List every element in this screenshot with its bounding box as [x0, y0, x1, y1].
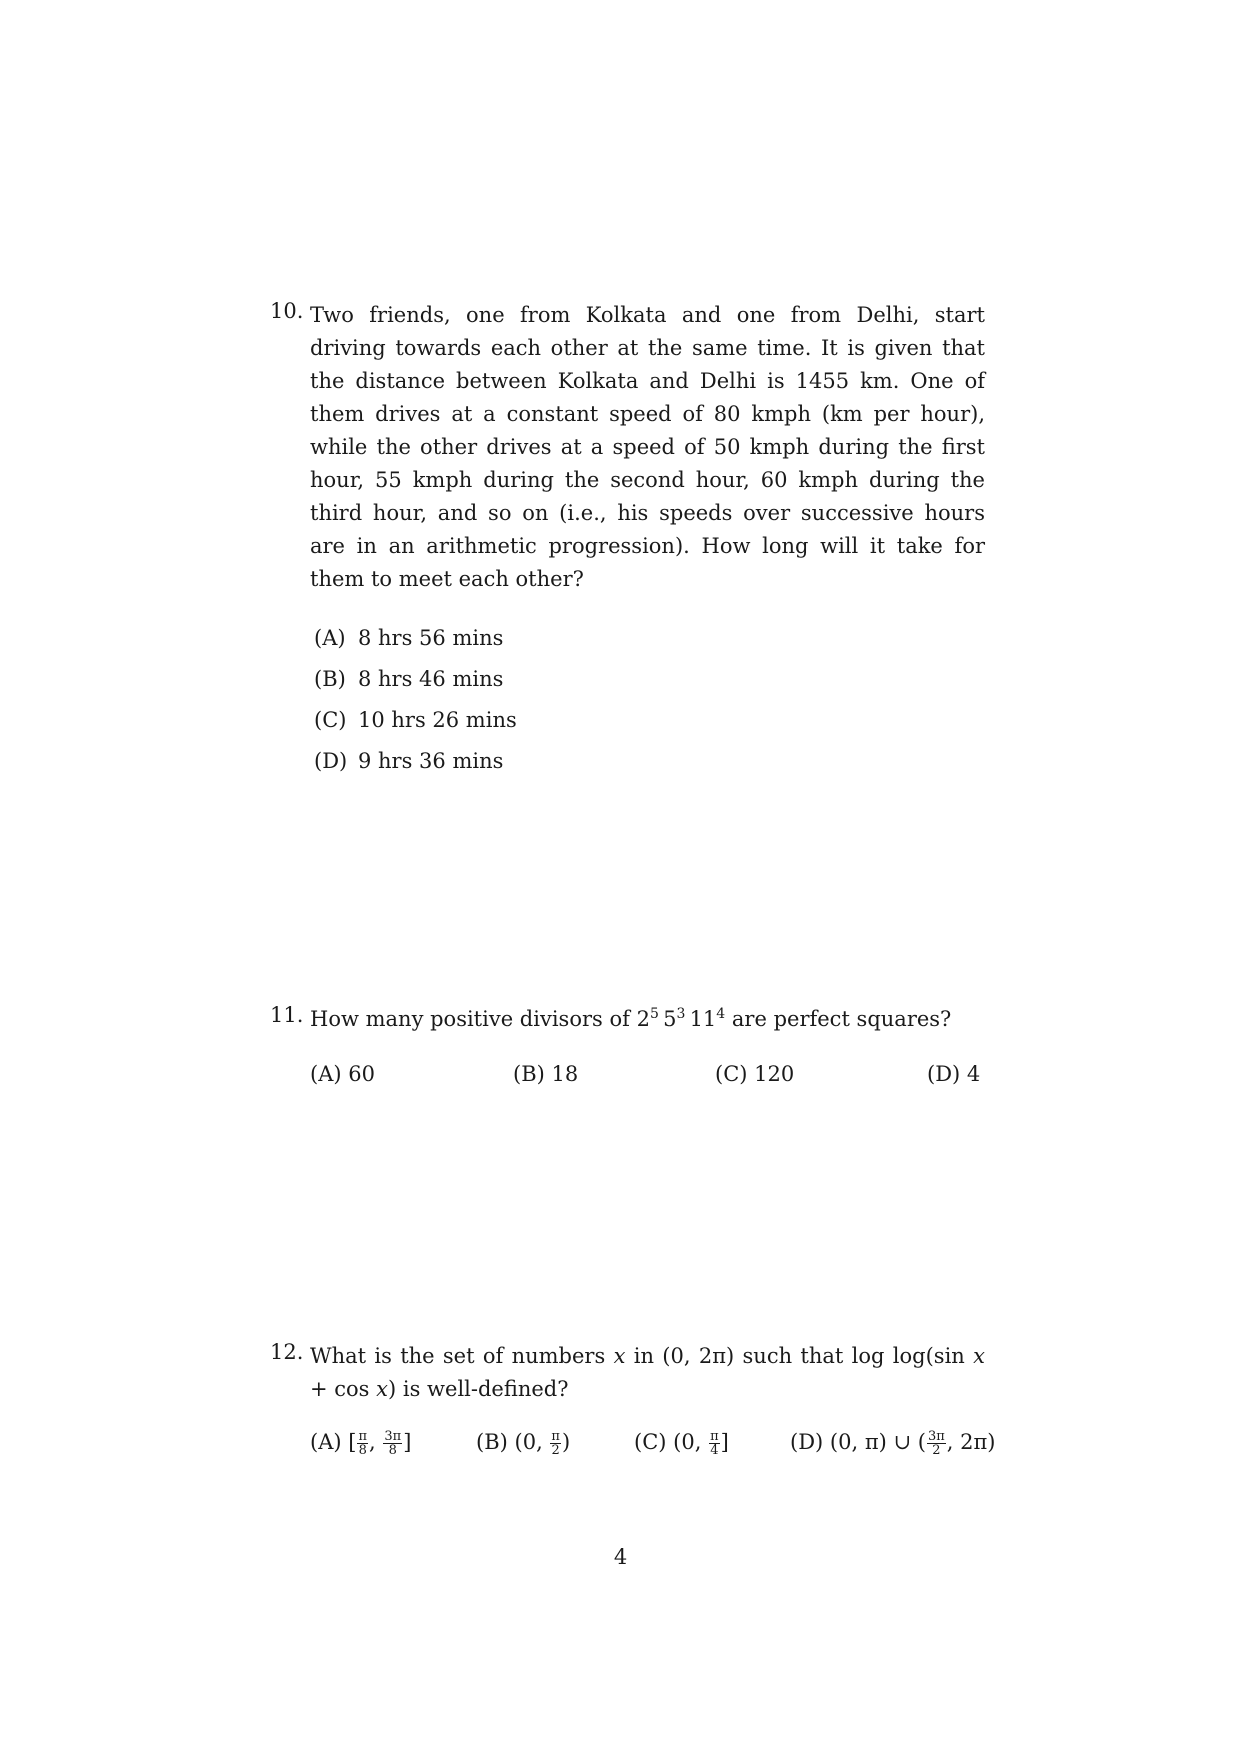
question-11	[270, 1003, 985, 1102]
option-label: (C)	[314, 708, 347, 732]
question-text	[310, 1003, 985, 1036]
option-d: (D) 4	[927, 1062, 981, 1086]
option-label: (D)	[314, 749, 348, 773]
question-number: 11.	[270, 1003, 304, 1027]
option-b: (B) (0, $\frac{\pi}{2}$ )	[476, 1429, 571, 1458]
question-text: What is the set of numbers x in (0, 2π) such that log log(sin x + cos x) is well-defined?	[310, 1344, 985, 1401]
page-number: 4	[613, 1545, 628, 1569]
math-expression: $2^5$ $5^3$ $11^4$	[636, 1006, 726, 1031]
options-list	[310, 1429, 996, 1478]
option-b: (B) 18	[513, 1062, 579, 1086]
question-number: 10.	[270, 299, 304, 323]
option-label: (B)	[314, 667, 346, 691]
question-number: 12.	[270, 1340, 304, 1364]
option-a: (A) [ $\frac{\pi}{8}$ , $\frac{3\pi}{8}$ ]	[310, 1429, 412, 1458]
option-c: (C) (0, $\frac{\pi}{4}$ ]	[634, 1429, 729, 1458]
option-label: (A)	[314, 626, 346, 650]
option-c	[314, 700, 985, 741]
option-b	[314, 659, 985, 700]
question-12	[270, 1340, 996, 1478]
option-a: (A) 60	[310, 1062, 375, 1086]
options-list	[310, 1062, 985, 1102]
option-d	[314, 741, 985, 782]
option-text: 10 hrs 26 mins	[358, 708, 517, 732]
option-a	[314, 618, 985, 659]
options-list	[314, 618, 985, 782]
question-text: Two friends, one from Kolkata and one from Delhi, start driving towards each other at the same time. It is given that the distance between Kolkata and Delhi is 1455 km. One of them drives at a constant speed of 80 kmph (km per hour), while the other drives at a speed of 50 kmph during the first hour, 55 kmph during the second hour, 60 kmph during the third hour, and so on (i.e., his speeds over successive hours are in an arithmetic progression). How long will it take for them to meet each other?	[310, 303, 985, 591]
option-d: (D) (0, π) ∪ ( $\frac{3\pi}{2}$ , 2π)	[790, 1429, 996, 1458]
question-text-start: How many positive divisors of	[310, 1007, 630, 1031]
question-10	[270, 299, 985, 782]
question-text-end: are perfect squares?	[731, 1007, 952, 1031]
option-text: 8 hrs 56 mins	[358, 626, 504, 650]
option-text: 8 hrs 46 mins	[358, 667, 504, 691]
option-text: 9 hrs 36 mins	[358, 749, 504, 773]
option-c: (C) 120	[715, 1062, 795, 1086]
